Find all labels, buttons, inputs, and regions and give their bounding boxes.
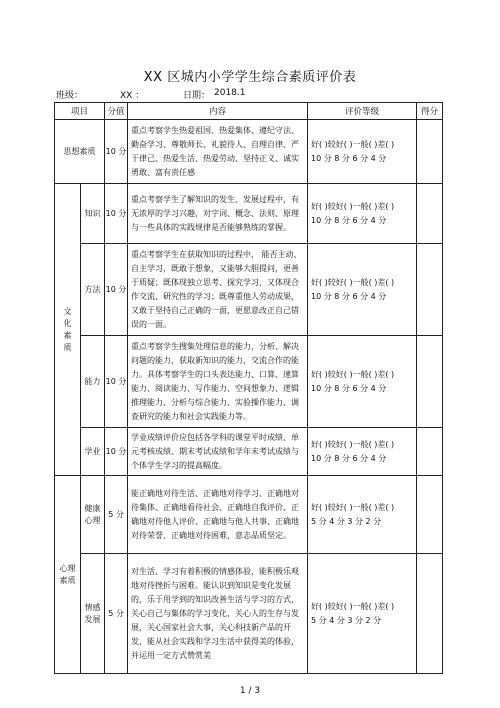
vert-line: 情感 xyxy=(84,602,101,612)
rating-cell[interactable]: 好( )较好( )一般( )差( ) 5 分 4 分 3 分 2 分 xyxy=(308,554,417,674)
vert-char: 质 xyxy=(63,342,72,352)
score-cell[interactable] xyxy=(417,184,443,244)
points-cell: 10 分 xyxy=(105,184,128,244)
header-item: 项目 xyxy=(55,103,105,120)
class-value: XX ： xyxy=(120,91,145,101)
rating-cell[interactable]: 好( )较好( )一般( )差( ) 10 分 8 分 6 分 4 分 xyxy=(308,428,417,476)
points-cell: 10 分 xyxy=(105,120,128,184)
vert-char: 化 xyxy=(63,318,72,328)
subitem-zhishi: 知识 xyxy=(81,184,105,244)
vert-line: 心理 xyxy=(84,515,101,525)
content-cell: 学业成绩评价应包括各学科的课堂平时成绩、单元考核成绩、期末考试成绩和学年末考试成绩与个体学生学习的提高幅度。 xyxy=(128,428,308,476)
points-cell: 10 分 xyxy=(105,428,128,476)
score-cell[interactable] xyxy=(417,244,443,336)
date-value: 2018.1 xyxy=(214,88,246,98)
points-cell: 5 分 xyxy=(105,476,128,554)
points-cell: 5 分 xyxy=(105,554,128,674)
content-cell: 重点考察学生了解知识的发生、发展过程中，有无浓厚的学习兴趣，对字词、概念、法则、原理与一些具体的实践规律是否能够熟练的掌握。 xyxy=(128,184,308,244)
item-xinli xyxy=(55,476,81,674)
item-wenhua xyxy=(55,184,81,476)
vert-line: 素质 xyxy=(59,575,76,585)
table-row xyxy=(55,476,443,554)
header-content: 内容 xyxy=(128,103,308,120)
page-title: XX 区城内小学学生综合素质评价表 xyxy=(143,70,357,85)
subitem-nengli: 能力 xyxy=(81,336,105,428)
table-row xyxy=(55,554,443,674)
vert-line: 发展 xyxy=(84,614,101,624)
evaluation-table xyxy=(54,102,443,674)
content-cell: 重点考察学生搜集处理信息的能力，分析、解决问题的能力，获取新知识的能力，交流合作的能力。具体考察学生的口头表达能力、口算、速算能力、阅读能力、写作能力、空间想象力、逻辑推理能力、分析与综合能力、实验操作能力、调查研究的能力和社会实践能力等。 xyxy=(128,336,308,428)
table-row xyxy=(55,120,443,184)
score-cell[interactable] xyxy=(417,336,443,428)
subitem-qinggan xyxy=(81,554,105,674)
rating-cell[interactable]: 好( )较好( )一般( )差( ) 5 分 4 分 3 分 2 分 xyxy=(308,476,417,554)
table-row xyxy=(55,244,443,336)
header-rating: 评价等级 xyxy=(308,103,417,120)
table-header-row xyxy=(55,103,443,120)
date-label: 日期： xyxy=(183,91,211,101)
rating-cell[interactable]: 好( )较好( )一般( )差( ) 10 分 8 分 6 分 4 分 xyxy=(308,336,417,428)
header-score: 得分 xyxy=(417,103,443,120)
item-sixiang: 思想素质 xyxy=(55,120,105,184)
class-label: 班级： xyxy=(56,91,84,101)
table-row xyxy=(55,336,443,428)
rating-cell[interactable]: 好( )较好( )一般( )差( ) 10 分 8 分 6 分 4 分 xyxy=(308,184,417,244)
points-cell: 10 分 xyxy=(105,336,128,428)
header-points: 分值 xyxy=(105,103,128,120)
subitem-jiankang xyxy=(81,476,105,554)
content-cell: 重点考察学生在获取知识的过程中， 能否主动、自主学习，既敢于想象，又能够大胆提问，更善于质疑；既体现独立思考、探究学习，又体现合作交流、研究性的学习；既尊重他人劳动成果，又敢于坚持自己正确的一面，更愿意改正自己错误的一面。 xyxy=(128,244,308,336)
rating-cell[interactable]: 好( )较好( )一般( )差( ) 10 分 8 分 6 分 4 分 xyxy=(308,244,417,336)
score-cell[interactable] xyxy=(417,428,443,476)
content-cell: 能正确地对待生活、正确地对待学习、正确地对待集体、正确地看待社会、正确地自我评价、正确地对待他人评价、正确地与他人共事、正确地对待荣誉、正确地对待困难，意志品质坚定。 xyxy=(128,476,308,554)
points-cell: 10 分 xyxy=(105,244,128,336)
table-row xyxy=(55,184,443,244)
content-cell: 重点考察学生热爱祖国、热爱集体、遵纪守法、勤奋学习、尊敬师长、礼貌待人、自理自律、严于律己、热爱生活、热爱劳动、坚持正义、诚实勇敢、富有责任感 xyxy=(128,120,308,184)
score-cell[interactable] xyxy=(417,120,443,184)
page-number: 1 / 3 xyxy=(239,686,261,696)
content-cell: 对生活、学习有着积极的情感体验，能积极乐观地对待挫折与困难。能认识到知识是变化发展的，乐于用学到的知识改善生活与学习的方式，关心自己与集体的学习变化，关心人的生存与发展，关心国家社会大事，关心科技新产品的开发，能从社会实践和学习生活中获得美的体验，并运用一定方式赞赏美 xyxy=(128,554,308,674)
vert-line: 心理 xyxy=(59,563,76,573)
vert-line: 健康 xyxy=(84,503,101,513)
rating-cell[interactable]: 好( )较好( )一般( )差( ) 10 分 8 分 6 分 4 分 xyxy=(308,120,417,184)
subitem-xueye: 学业 xyxy=(81,428,105,476)
vert-char: 文 xyxy=(63,306,72,316)
score-cell[interactable] xyxy=(417,554,443,674)
score-cell[interactable] xyxy=(417,476,443,554)
subitem-fangfa: 方法 xyxy=(81,244,105,336)
table-row xyxy=(55,428,443,476)
vert-char: 素 xyxy=(63,330,72,340)
